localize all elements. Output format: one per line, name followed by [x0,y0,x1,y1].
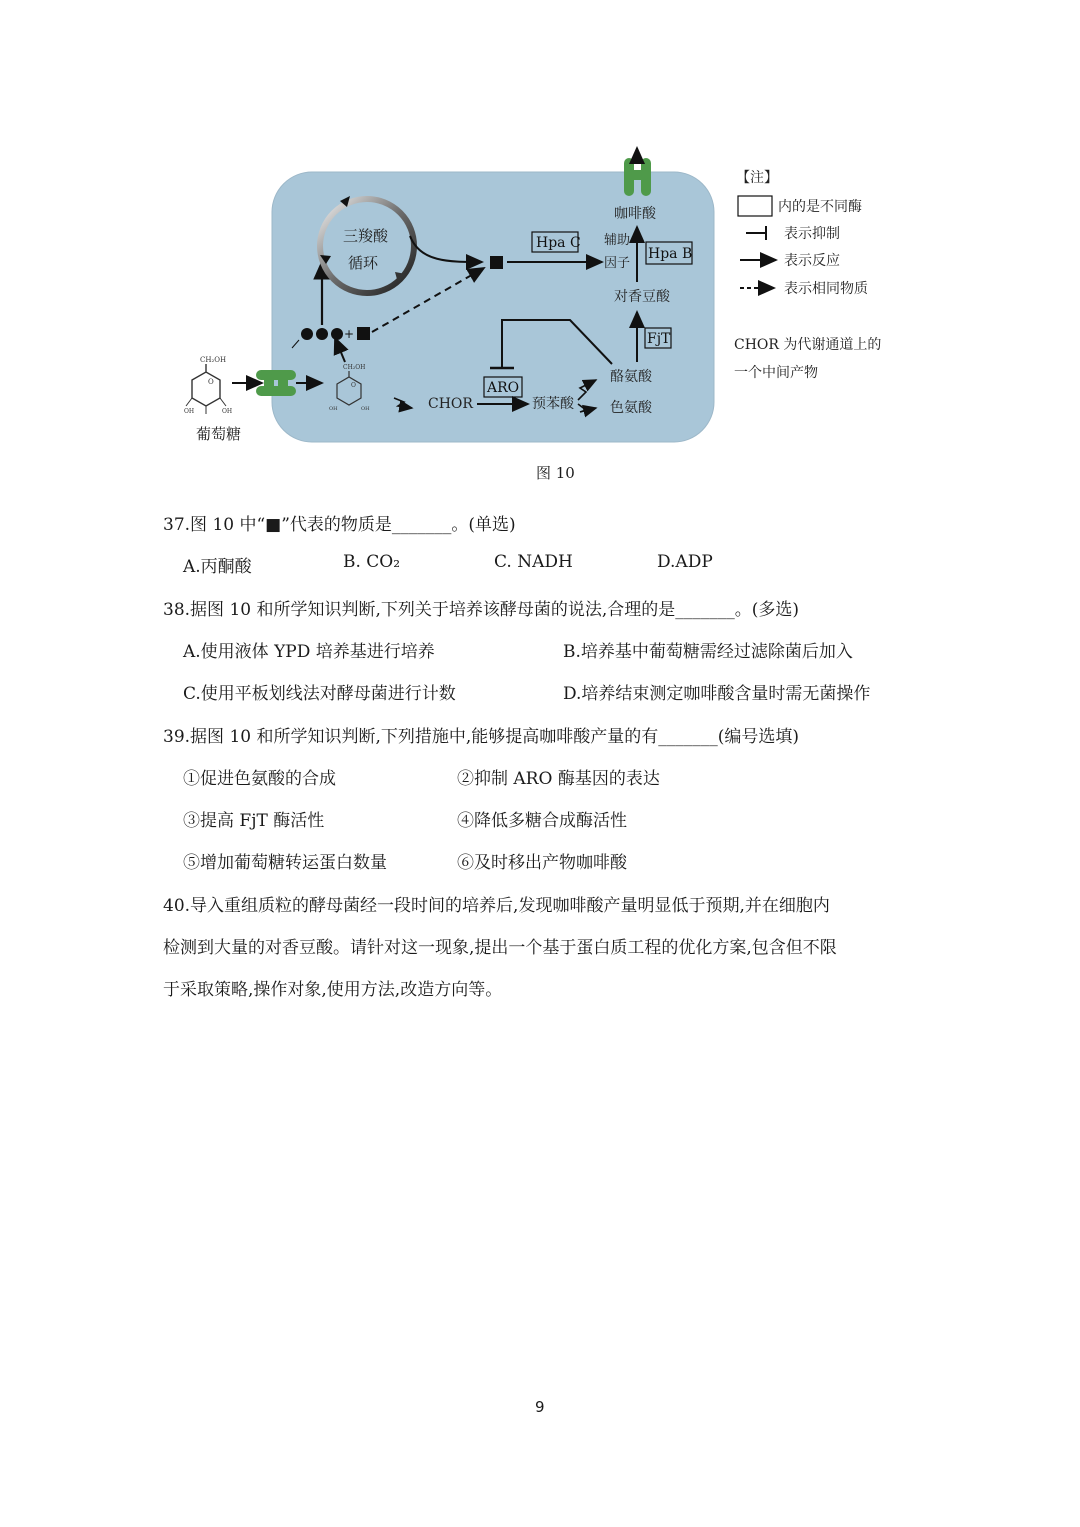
tca-label-2: 循环 [348,254,379,272]
three-carbon-molecules [301,328,343,340]
svg-text:表示抑制: 表示抑制 [784,226,840,242]
svg-text:CH₂OH: CH₂OH [343,364,366,371]
question-40-line-1: 40.导入重组质粒的酵母菌经一段时间的培养后,发现咖啡酸产量明显低于预期,并在细胞内 [163,896,830,916]
q37-option-d: D.ADP [657,552,713,572]
q39-option-1: ①促进色氨酸的合成 [183,769,336,789]
question-40-line-2: 检测到大量的对香豆酸。请针对这一现象,提出一个基于蛋白质工程的优化方案,包含但不限 [163,938,837,958]
svg-text:【注】: 【注】 [736,170,778,186]
q39-option-4: ④降低多糖合成酶活性 [457,811,627,831]
svg-text:OH: OH [361,406,370,412]
tyrosine-label: 酪氨酸 [610,369,652,385]
hpa-c-label: Hpa C [536,235,581,251]
question-39-stem: 39.据图 10 和所学知识判断,下列措施中,能够提高咖啡酸产量的有_______(编号选填) [163,727,800,747]
svg-text:OH: OH [222,408,233,415]
q38-option-b: B.培养基中葡萄糖需经过滤除菌后加入 [563,642,853,662]
hpa-b-label: Hpa B [648,246,693,262]
svg-text:表示相同物质: 表示相同物质 [784,281,868,297]
prephenate-label: 预苯酸 [532,396,574,412]
svg-text:O: O [208,378,214,386]
svg-text:一个中间产物: 一个中间产物 [734,365,818,381]
glucose-structure-outside [184,356,232,415]
question-37-stem: 37.图 10 中“■”代表的物质是_______。(单选) [163,515,516,535]
question-40-line-3: 于采取策略,操作对象,使用方法,改造方向等。 [163,980,503,1000]
svg-text:O: O [351,382,356,389]
question-38-stem: 38.据图 10 和所学知识判断,下列关于培养该酵母菌的说法,合理的是_______。(多选) [163,600,800,620]
svg-text:OH: OH [184,408,195,415]
svg-text:CHOR 为代谢通道上的: CHOR 为代谢通道上的 [734,337,882,353]
chor-label: CHOR [428,396,473,412]
q39-option-5: ⑤增加葡萄糖转运蛋白数量 [183,853,387,873]
q39-option-3: ③提高 FjT 酶活性 [183,811,325,831]
q37-option-b: B. CO₂ [343,552,401,572]
caffeic-acid-label: 咖啡酸 [614,206,656,222]
q37-option-c: C. NADH [494,552,573,572]
unknown-substance-square-2 [490,256,503,269]
svg-text:+: + [344,327,355,341]
figure-10-diagram [0,0,1080,500]
glucose-label: 葡萄糖 [196,425,242,443]
figure-caption: 图 10 [536,464,575,482]
q37-option-a: A.丙酮酸 [183,557,252,577]
fjt-label: FjT [647,331,671,347]
aro-label: ARO [487,380,520,396]
page-number: 9 [535,1398,545,1416]
q38-option-a: A.使用液体 YPD 培养基进行培养 [183,642,435,662]
svg-text:表示反应: 表示反应 [784,253,840,269]
cofactor-label-2: 因子 [604,256,631,271]
svg-text:OH: OH [329,406,338,412]
svg-text:CH₂OH: CH₂OH [200,356,227,364]
coumaric-acid-label: 对香豆酸 [614,289,670,305]
q38-option-d: D.培养结束测定咖啡酸含量时需无菌操作 [563,684,871,704]
q39-option-2: ②抑制 ARO 酶基因的表达 [457,769,660,789]
unknown-substance-square [357,327,370,340]
tryptophan-label: 色氨酸 [610,400,652,416]
svg-text:内的是不同酶: 内的是不同酶 [778,199,862,215]
tca-label-1: 三羧酸 [343,227,389,245]
q38-option-c: C.使用平板划线法对酵母菌进行计数 [183,684,456,704]
q39-option-6: ⑥及时移出产物咖啡酸 [457,853,627,873]
legend [734,170,881,381]
cofactor-label-1: 辅助 [604,233,631,248]
